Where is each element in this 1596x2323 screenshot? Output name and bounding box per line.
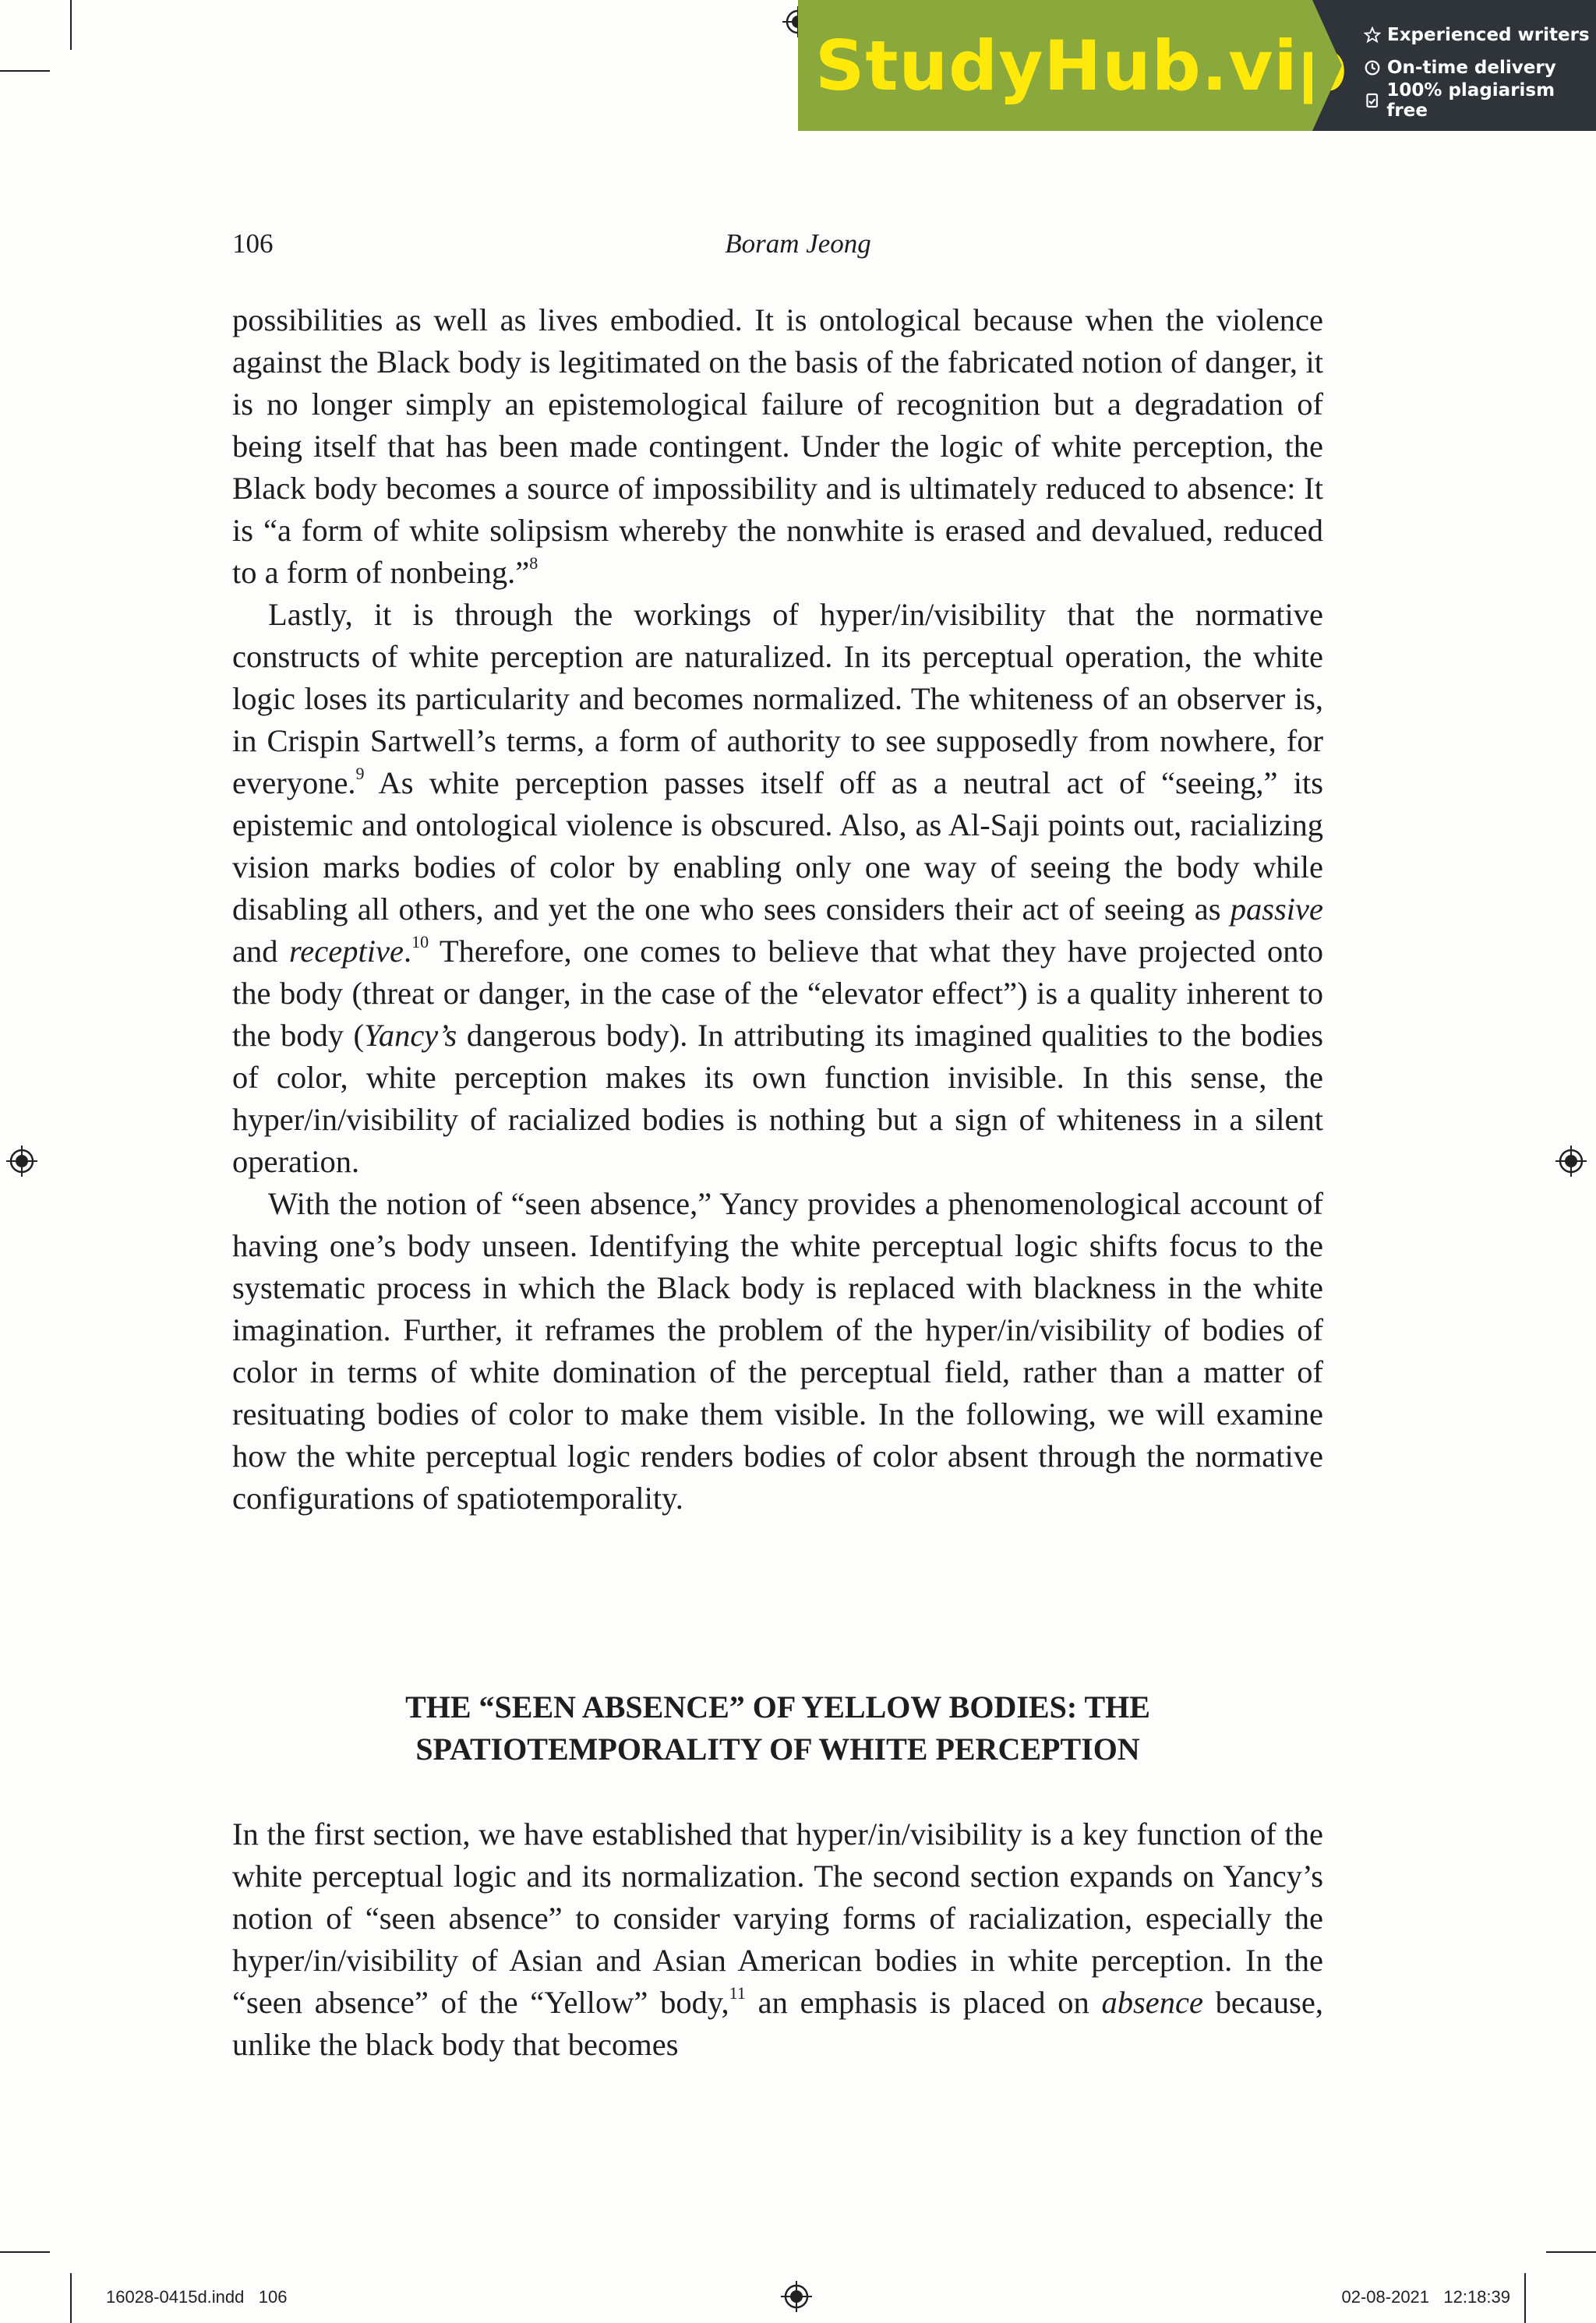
- footnote-ref[interactable]: 11: [729, 1982, 746, 2003]
- crop-mark: [70, 0, 72, 50]
- crop-mark: [0, 2251, 50, 2253]
- footnote-ref[interactable]: 9: [355, 763, 365, 783]
- print-file-slug: 16028-0415d.indd 106: [106, 2287, 288, 2307]
- brand-panel[interactable]: [798, 0, 1348, 131]
- crop-mark: [70, 2273, 72, 2323]
- clock-icon: [1364, 59, 1381, 76]
- feature-item: [1364, 19, 1596, 51]
- brand-logo[interactable]: StudyHub.vip: [815, 25, 1348, 106]
- running-head-author: Boram Jeong: [725, 228, 871, 259]
- feature-label: 100% plagiarism free: [1386, 80, 1555, 121]
- star-icon: [1364, 26, 1381, 44]
- body-text: [232, 299, 1323, 1520]
- print-timestamp: 02-08-2021 12:18:39: [1341, 2287, 1510, 2307]
- body-text-section: [232, 1813, 1323, 2066]
- paragraph: Lastly, it is through the workings of hyper/in/visibility that the normative constructs of white perception are naturalized. In its perceptual operation, the white logic loses its particularity and becomes normalized. The whiteness of an observer is, in Crispin Sartwell’s terms, a form of authority to see supposedly from nowhere, for everyone.$^9$ As white perception passes itself off as a neutral act of “seeing,” its epistemic and ontological violence is obscured. Also, as Al-Saji points out, racializing vision marks bodies of color by enabling only one way of seeing the body while disabling all others, and yet the one who sees considers their act of seeing as passive and receptive.$^{10}$ Therefore, one comes to believe that what they have projected onto the body (threat or danger, in the case of the “elevator effect”) is a quality inherent to the body (Yancy’s dangerous body). In attributing its imagined qualities to the bodies of color, white perception makes its own function invisible. In this sense, the hyper/in/visibility of racialized bodies is nothing but a sign of whiteness in a silent operation.: [232, 597, 1323, 1179]
- paragraph: possibilities as well as lives embodied. It is ontological because when the violence against the Black body is legitimated on the basis of the fabricated notion of danger, it is no longer simply an epistemological failure of recognition but a degradation of being itself that has been made contingent. Under the logic of white perception, the Black body becomes a source of impossibility and is ultimately reduced to absence: It is “a form of white solipsism whereby the nonwhite is erased and devalued, reduced to a form of nonbeing.”$^8$: [232, 302, 1323, 590]
- section-heading: THE “SEEN ABSENCE” OF YELLOW BODIES: THE SPATIOTEMPORALITY OF WHITE PERCEPTION: [405, 1689, 1150, 1767]
- document-icon: [1364, 92, 1380, 109]
- paragraph: With the notion of “seen absence,” Yancy provides a phenomenological account of having one’s body unseen. Identifying the white perceptual logic shifts focus to the systematic process in which the Black body is replaced with blackness in the white imagination. Further, it reframes the problem of the hyper/in/visibility of bodies of color in terms of white domination of the perceptual field, rather than a matter of resituating bodies of color to make them visible. In the following, we will examine how the white perceptual logic renders bodies of color absent through the normative configurations of spatiotemporality.: [232, 1186, 1323, 1516]
- feature-label: On-time delivery: [1387, 58, 1556, 78]
- feature-label: Experienced writers: [1387, 25, 1590, 45]
- ad-banner[interactable]: [798, 0, 1596, 131]
- registration-mark-icon: [6, 1146, 37, 1177]
- crop-mark: [1546, 2251, 1596, 2253]
- footnote-ref[interactable]: 8: [529, 553, 538, 573]
- crop-mark: [1524, 2273, 1526, 2323]
- registration-mark-icon: [781, 2281, 812, 2312]
- feature-item: [1364, 51, 1596, 84]
- crop-mark: [0, 70, 50, 72]
- feature-item: [1364, 80, 1596, 121]
- registration-mark-icon: [1555, 1146, 1587, 1177]
- footnote-ref[interactable]: 10: [411, 931, 429, 951]
- paragraph: In the first section, we have established that hyper/in/visibility is a key function of the white perceptual logic and its normalization. The second section expands on Yancy’s notion of “seen absence” to consider varying forms of racialization, especially the hyper/in/visibility of Asian and Asian American bodies in white perception. In the “seen absence” of the “Yellow” body,$^{11}$ an emphasis is placed on absence because, unlike the black body that becomes: [232, 1816, 1323, 2062]
- page-number: 106: [232, 228, 274, 259]
- features-panel: [1312, 0, 1596, 131]
